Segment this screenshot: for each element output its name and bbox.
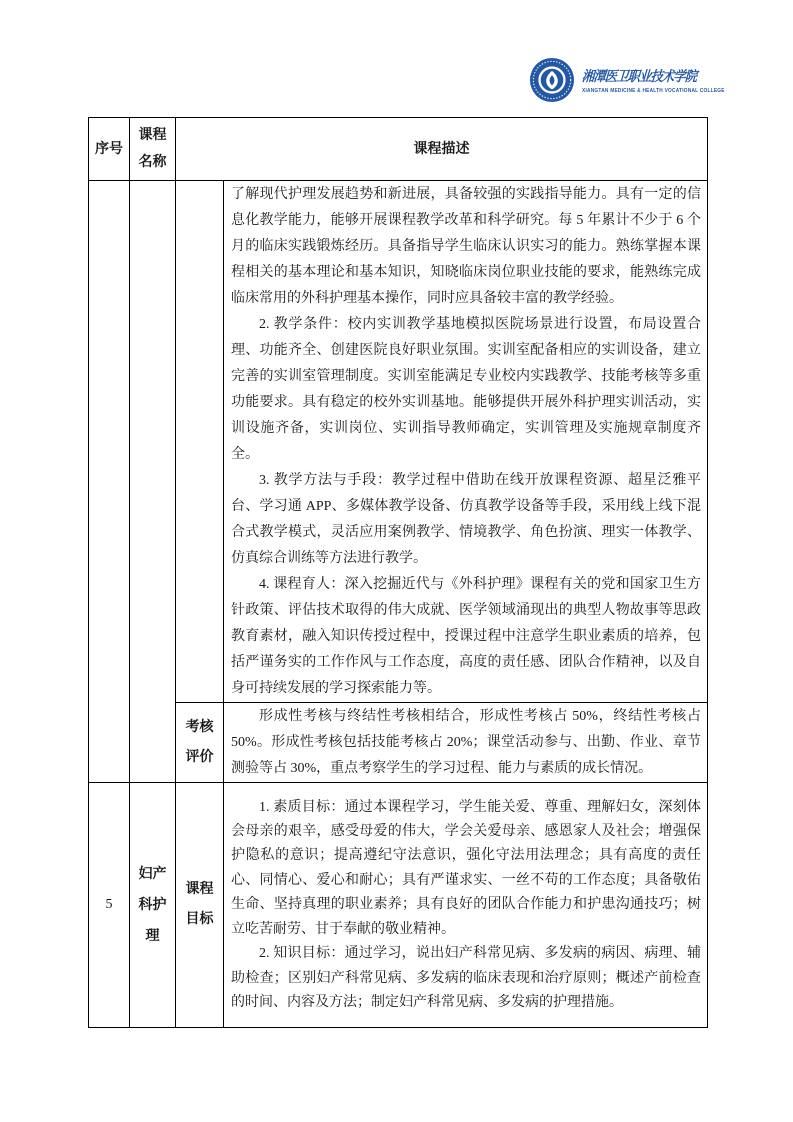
- course4-section-label-cell: [176, 181, 224, 703]
- course5-name-cell: 妇产科护理: [130, 783, 176, 1028]
- assessment-paragraph: 形成性考核与终结性考核相结合，形成性考核占 50%，终结性考核占 50%。形成性考核包括技能考核占 20%；课堂活动参与、出勤、作业、章节测验等占 30%，重点考察学生的学习过程、能力与素质的成长情况。: [231, 709, 701, 776]
- description-paragraph: 3. 教学方法与手段：教学过程中借助在线开放课程资源、超星泛雅平台、学习通 APP、多媒体教学设备、仿真教学设备等手段，采用线上线下混合式教学模式，灵活应用案例教学、情境教学、角色扮演、理实一体教学、仿真综合训练等方法进行教学。: [231, 473, 701, 566]
- course4-assessment-row: [89, 703, 708, 783]
- college-name-en: XIANGTAN MEDICINE & HEALTH VOCATIONAL COLLEGE: [582, 88, 725, 94]
- college-name-block: [582, 66, 731, 94]
- course-description-table: [88, 117, 708, 1028]
- table-header-row: [89, 118, 708, 181]
- objective-paragraph: 1. 素质目标：通过本课程学习，学生能关爱、尊重、理解妇女，深刻体会母亲的艰辛，感受母爱的伟大，学会关爱母亲、感恩家人及社会；增强保护隐私的意识；提高遵纪守法意识，强化守法用法理念；具有高度的责任心、同情心、爱心和耐心；具有严谨求实、一丝不苟的工作态度；具备敬佑生命、坚持真理的职业素养；具有良好的团队合作能力和护患沟通技巧；树立吃苦耐劳、甘于奉献的敬业精神。: [231, 799, 701, 937]
- header-col-course-name: 课程名称: [130, 118, 176, 181]
- course4-description-row: [89, 181, 708, 703]
- objective-paragraph: 2. 知识目标：通过学习，说出妇产科常见病、多发病的病因、病理、辅助检查；区别妇产科常见病、多发病的临床表现和治疗原则；概述产前检查的时间、内容及方法；制定妇产科常见病、多发病的护理措施。: [231, 946, 701, 1010]
- college-logo: [529, 57, 731, 103]
- assessment-label-cell: 考核评价: [176, 703, 224, 783]
- course5-objectives-label-cell: 课程目标: [176, 783, 224, 1028]
- course5-no-cell: 5: [89, 783, 130, 1028]
- description-paragraph: 2. 教学条件：校内实训教学基地模拟医院场景进行设置，布局设置合理、功能齐全、创建医院良好职业氛围。实训室配备相应的实训设备，建立完善的实训室管理制度。实训室能满足专业校内实践教学、技能考核等多重功能要求。具有稳定的校外实训基地。能够提供开展外科护理实训活动，实训设施齐备，实训岗位、实训指导教师确定，实训管理及实施规章制度齐全。: [231, 317, 701, 462]
- course4-name-cell: [130, 181, 176, 783]
- description-paragraph: 了解现代护理发展趋势和新进展，具备较强的实践指导能力。具有一定的信息化教学能力，能够开展课程教学改革和科学研究。每 5 年累计不少于 6 个月的临床实践锻炼经历。具备指导学生临床认识实习的能力。熟练掌握本课程相关的基本理论和基本知识，知晓临床岗位职业技能的要求，能熟练完成临床常用的外科护理基本操作，同时应具备较丰富的教学经验。: [231, 187, 701, 306]
- header-col-no: 序号: [89, 118, 130, 181]
- course4-description-cell: [224, 181, 708, 703]
- course4-no-cell: [89, 181, 130, 783]
- college-name-zh: 湘潭医卫职业技术学院: [581, 70, 697, 85]
- course5-row: [89, 783, 708, 1028]
- description-paragraph: 4. 课程育人：深入挖掘近代与《外科护理》课程有关的党和国家卫生方针政策、评估技术取得的伟大成就、医学领域涌现出的典型人物故事等思政教育素材，融入知识传授过程中，授课过程中注意学生职业素质的培养，包括严谨务实的工作作风与工作态度，高度的责任感、团队合作精神，以及自身可持续发展的学习探索能力等。: [231, 577, 701, 696]
- header-col-course-desc: 课程描述: [176, 118, 708, 181]
- assessment-text-cell: [224, 703, 708, 783]
- course5-objectives-cell: [224, 783, 708, 1028]
- college-emblem-icon: [529, 57, 575, 103]
